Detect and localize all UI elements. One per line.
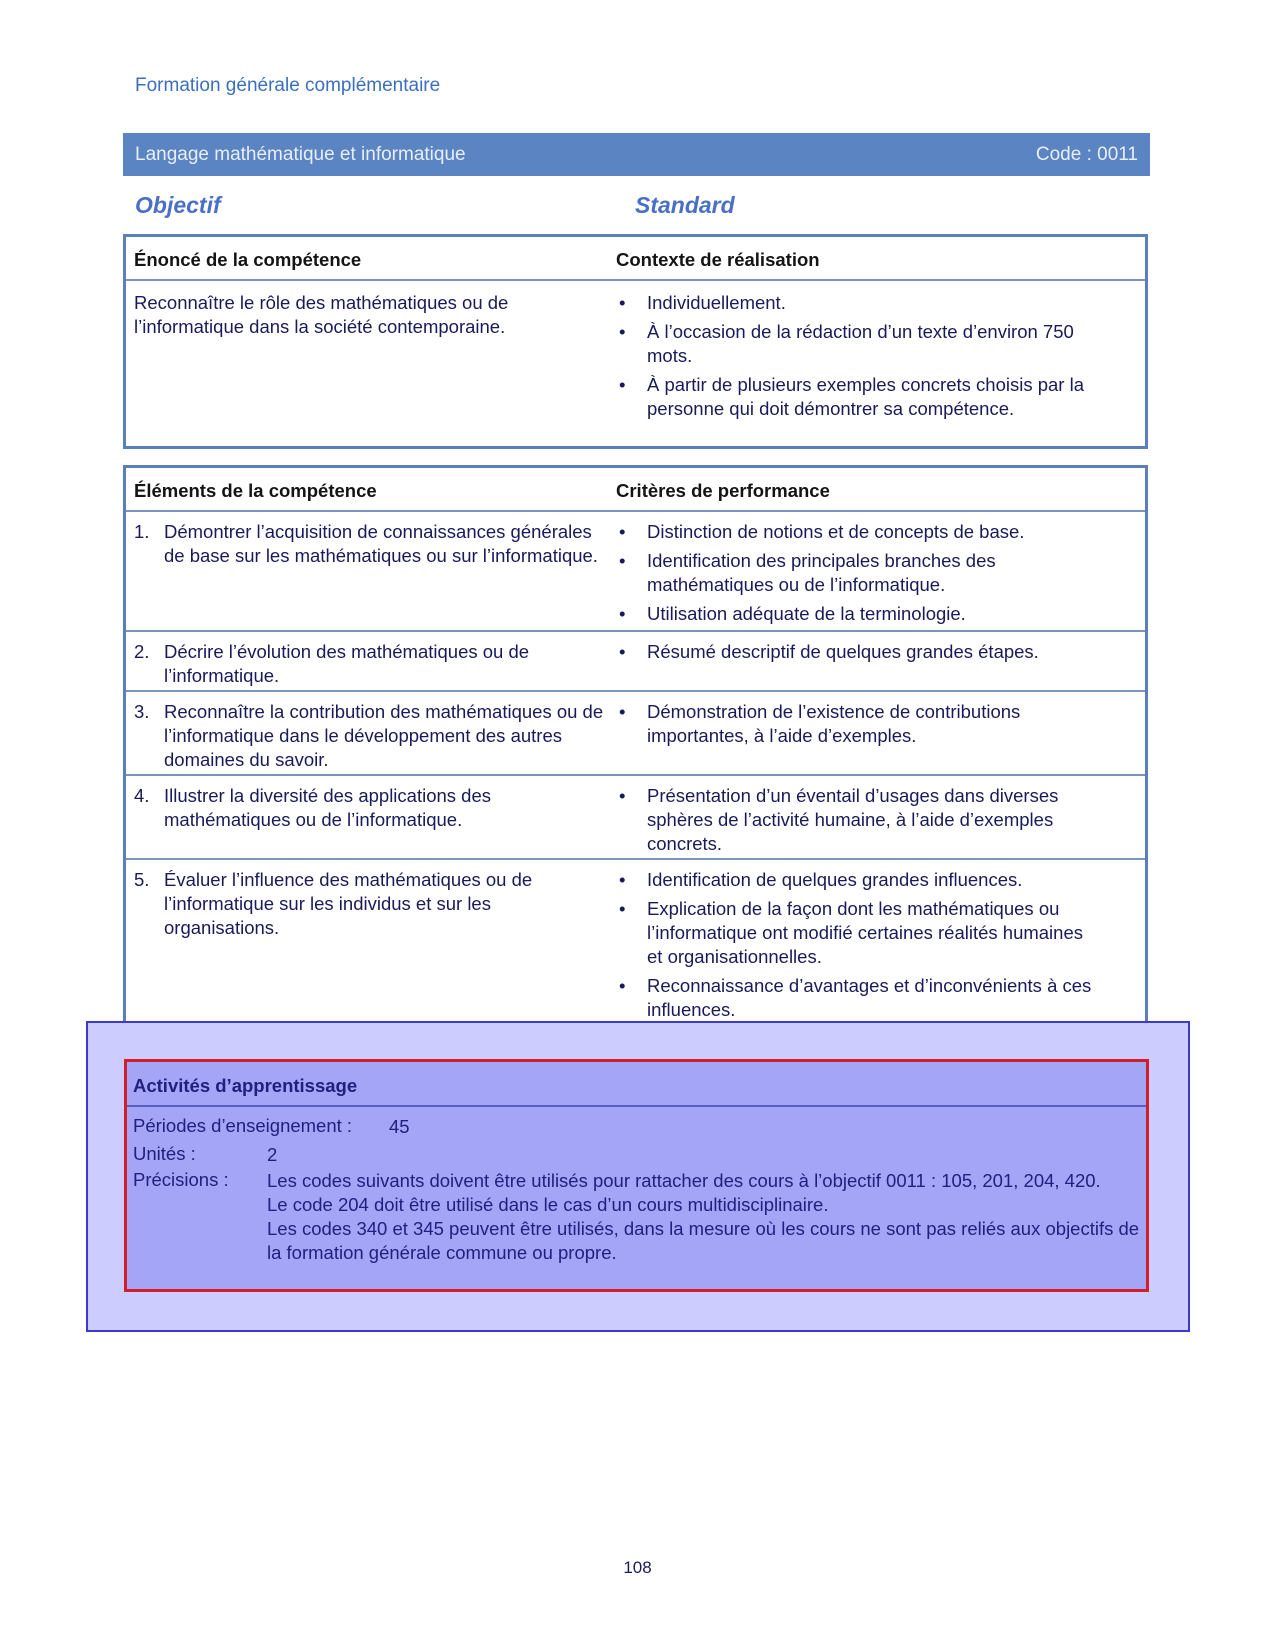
precisions-text (267, 1169, 1142, 1265)
table-row (126, 860, 1145, 1030)
objective-label: Objectif (135, 192, 221, 218)
criteria-list (616, 784, 1101, 856)
context-list (616, 291, 1101, 421)
table-row (126, 512, 1145, 632)
list-item: • Utilisation adéquate de la terminologie. (616, 602, 1101, 626)
activities-divider (127, 1105, 1146, 1107)
activities-highlight (86, 1021, 1190, 1332)
criteria-list (616, 520, 1101, 626)
context-header: Contexte de réalisation (616, 249, 820, 270)
criteria-header-label: Critères de performance (616, 480, 830, 501)
elements-table (123, 465, 1148, 1035)
page-number: 108 (623, 1558, 652, 1577)
course-title: Langage mathématique et informatique (135, 143, 466, 165)
element-text: Évaluer l’influence des mathématiques ou de l’informatique sur les individus et sur les organisations. (164, 869, 533, 938)
activities-title: Activités d’apprentissage (133, 1075, 358, 1096)
list-item: • Résumé descriptif de quelques grandes étapes. (616, 640, 1101, 664)
objective-standard-row (135, 192, 1135, 222)
element-text: Illustrer la diversité des applications des mathématiques ou de l’informatique. (164, 785, 491, 830)
element-number: 5. (134, 869, 150, 890)
list-item: • Explication de la façon dont les mathématiques ou l’informatique ont modifié certaines réalités humaines et organisationnelles. (616, 897, 1101, 969)
element-number: 3. (134, 701, 150, 722)
table-row (126, 776, 1145, 860)
element-text: Décrire l’évolution des mathématiques ou de l’informatique. (164, 641, 530, 686)
element-number: 2. (134, 641, 150, 662)
precisions-label: Précisions : (133, 1169, 229, 1190)
competence-table (123, 234, 1148, 449)
units-value: 2 (267, 1144, 278, 1165)
element-number: 4. (134, 785, 150, 806)
competence-statement: Reconnaître le rôle des mathématiques ou de l’informatique dans la société contemporaine. (134, 292, 509, 337)
list-item: • Reconnaissance d’avantages et d’inconvénients à ces influences. (616, 974, 1101, 1022)
list-item: • À partir de plusieurs exemples concrets choisis par la personne qui doit démontrer sa compétence. (616, 373, 1101, 421)
list-item: • Démonstration de l’existence de contributions importantes, à l’aide d’exemples. (616, 700, 1101, 748)
units-label: Unités : (133, 1143, 196, 1164)
list-item: • Distinction de notions et de concepts de base. (616, 520, 1101, 544)
competence-header (126, 237, 1145, 281)
list-item: • Identification des principales branches des mathématiques ou de l’informatique. (616, 549, 1101, 597)
element-text: Démontrer l’acquisition de connaissances générales de base sur les mathématiques ou sur l’informatique. (164, 521, 598, 566)
list-item: • Présentation d’un éventail d’usages dans diverses sphères de l’activité humaine, à l’aide d’exemples concrets. (616, 784, 1101, 856)
criteria-list (616, 868, 1101, 1022)
course-code: Code : 0011 (1035, 143, 1138, 165)
list-item: • À l’occasion de la rédaction d’un texte d’environ 750 mots. (616, 320, 1101, 368)
list-item: • Individuellement. (616, 291, 1101, 315)
periods-label: Périodes d’enseignement : (133, 1115, 353, 1136)
elements-header-label: Éléments de la compétence (134, 480, 377, 501)
element-text: Reconnaître la contribution des mathématiques ou de l’informatique dans le développement des autres domaines du savoir. (164, 701, 604, 770)
course-title-bar (123, 133, 1150, 176)
periods-value: 45 (389, 1116, 410, 1137)
element-number: 1. (134, 521, 150, 542)
criteria-list (616, 640, 1101, 664)
list-item: • Identification de quelques grandes influences. (616, 868, 1101, 892)
activities-box (124, 1059, 1149, 1292)
table-row (126, 632, 1145, 692)
statement-header: Énoncé de la compétence (134, 249, 362, 270)
elements-header (126, 468, 1145, 512)
criteria-list (616, 700, 1101, 748)
competence-row (126, 281, 1145, 446)
table-row (126, 692, 1145, 776)
precision-line: Le code 204 doit être utilisé dans le cas d’un cours multidisciplinaire. (267, 1194, 829, 1215)
precision-line: Les codes suivants doivent être utilisés pour rattacher des cours à l’objectif 0011 : 105, 201, 204, 420. (267, 1170, 1101, 1191)
precision-line: Les codes 340 et 345 peuvent être utilisés, dans la mesure où les cours ne sont pas reliés aux objectifs de la formation générale commune ou propre. (267, 1218, 1140, 1263)
standard-label: Standard (635, 192, 735, 218)
program-heading: Formation générale complémentaire (135, 75, 441, 96)
